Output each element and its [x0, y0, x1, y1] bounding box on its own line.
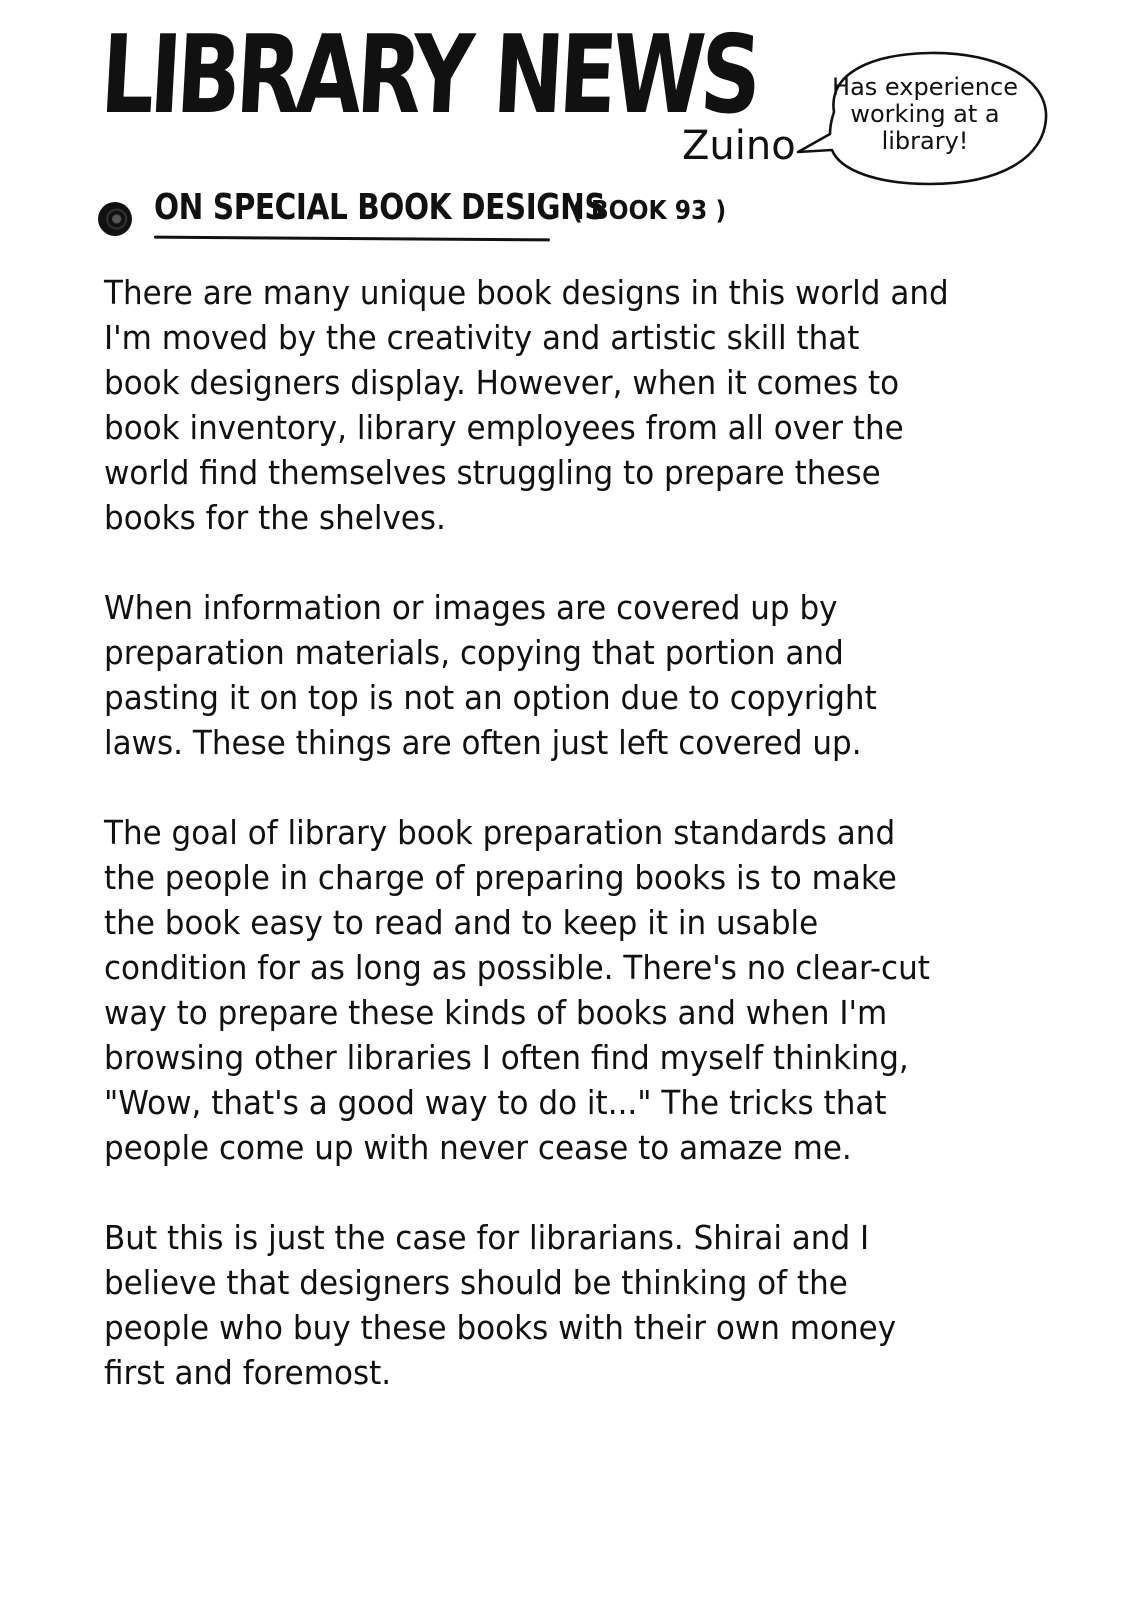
- article-line: books for the shelves.: [104, 498, 446, 537]
- article-line: way to prepare these kinds of books and when I'm: [104, 993, 888, 1032]
- article-line: the people in charge of preparing books is to make: [104, 858, 897, 897]
- article-line: book inventory, library employees from all over the: [104, 408, 904, 447]
- article-paragraph: [104, 1215, 934, 1395]
- article-line: believe that designers should be thinking of the: [104, 1263, 848, 1302]
- article-line: But this is just the case for librarians. Shirai and I: [104, 1218, 870, 1257]
- speech-bubble-line: Has experience: [832, 73, 1018, 101]
- article-paragraph: [104, 810, 934, 1170]
- article-line: condition for as long as possible. There's no clear-cut: [104, 948, 930, 987]
- article-line: book designers display. However, when it comes to: [104, 363, 900, 402]
- newsletter-title: LIBRARY NEWS: [97, 13, 760, 138]
- paragraph-spacer: [104, 765, 934, 810]
- paragraph-spacer: [104, 1170, 934, 1215]
- article-line: people who buy these books with their own money: [104, 1308, 897, 1347]
- article-line: first and foremost.: [104, 1353, 392, 1392]
- article-line: world find themselves struggling to prepare these: [104, 453, 881, 492]
- section-title: ON SPECIAL BOOK DESIGNS: [154, 187, 606, 228]
- section-title-underline: [154, 236, 550, 242]
- article-paragraph: [104, 270, 949, 540]
- speech-bubble-line: working at a: [850, 100, 1000, 128]
- article-line: people come up with never cease to amaze me.: [104, 1128, 852, 1167]
- article-line: I'm moved by the creativity and artistic skill that: [104, 318, 860, 357]
- article-line: There are many unique book designs in this world and: [104, 273, 949, 312]
- article-line: pasting it on top is not an option due to copyright: [104, 678, 877, 717]
- article-line: the book easy to read and to keep it in usable: [104, 903, 819, 942]
- speech-bubble-line: library!: [881, 127, 969, 155]
- article-line: "Wow, that's a good way to do it..." The tricks that: [104, 1083, 887, 1122]
- article-line: The goal of library book preparation standards and: [104, 813, 896, 852]
- article-line: preparation materials, copying that portion and: [104, 633, 844, 672]
- article-body: [104, 270, 949, 1395]
- speech-bubble-text: [820, 74, 1030, 155]
- article-line: When information or images are covered up by: [104, 588, 838, 627]
- article-line: browsing other libraries I often find myself thinking,: [104, 1038, 909, 1077]
- article-paragraph: [104, 585, 934, 765]
- article-line: laws. These things are often just left covered up.: [104, 723, 862, 762]
- book-reference: ( BOOK 93 ): [572, 196, 727, 226]
- paragraph-spacer: [104, 540, 934, 585]
- author-name: Zuino: [682, 123, 796, 169]
- dot-bullet-icon: [98, 202, 132, 236]
